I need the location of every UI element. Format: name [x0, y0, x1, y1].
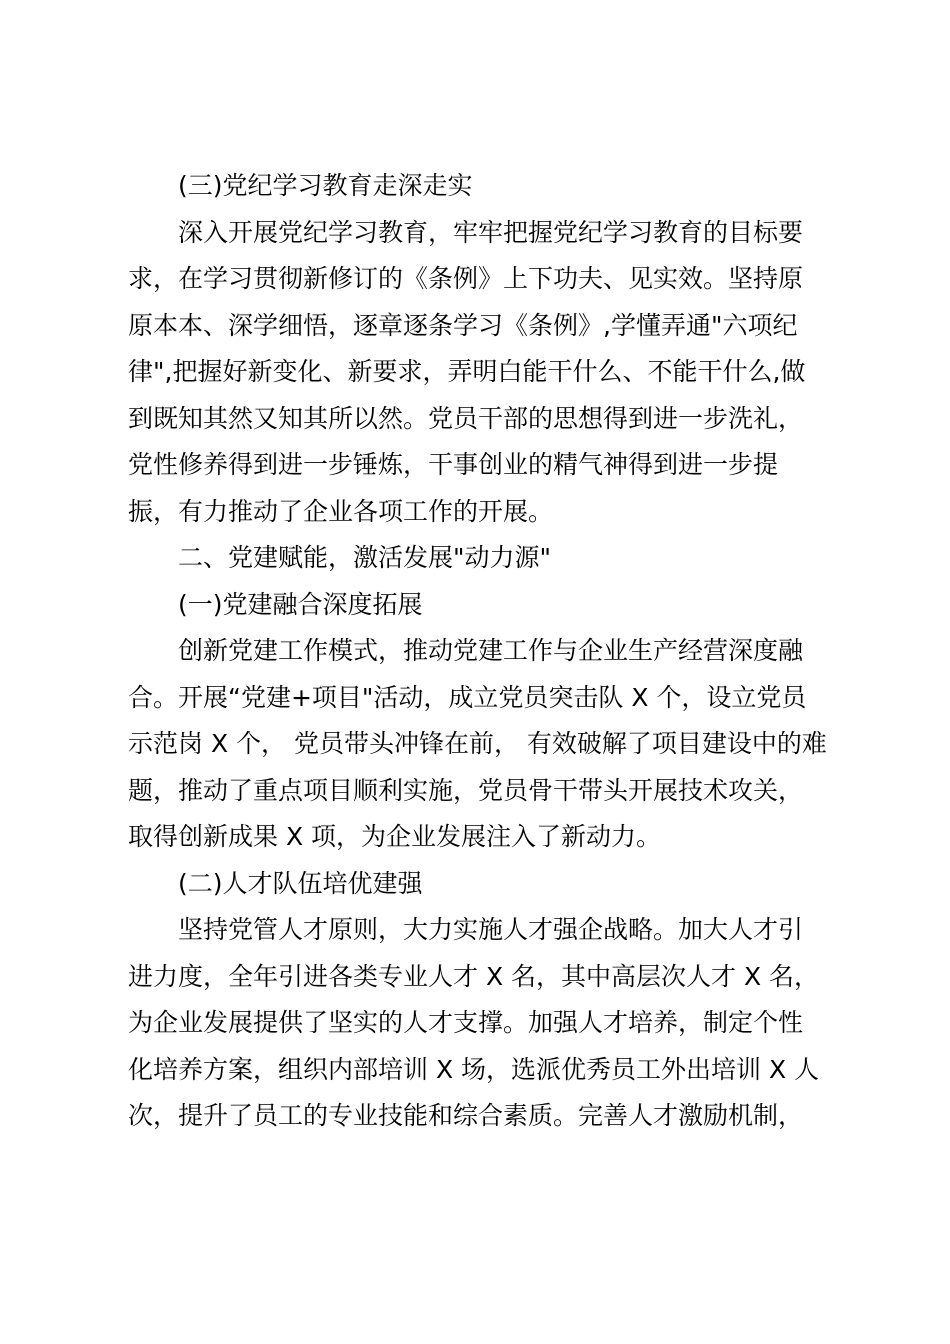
paragraph-line: 次，提升了员工的专业技能和综合素质。完善人才激励机制， [128, 1101, 804, 1130]
paragraph-party-integration [128, 628, 828, 861]
paragraph-line: 求，在学习贯彻新修订的《条例》上下功夫、见实效。坚持原 [128, 264, 804, 293]
paragraph-talent-team [128, 907, 828, 1140]
paragraph-line: 党性修养得到进一步锤炼，干事创业的精气神得到进一步提 [128, 450, 779, 479]
subsection-heading-3: (三)党纪学习教育走深走实 [178, 171, 473, 200]
paragraph-line: 示范岗 X 个， 党员带头冲锋在前， 有效破解了项目建设中的难 [128, 729, 827, 758]
paragraph-line: 取得创新成果 X 项，为企业发展注入了新动力。 [128, 822, 662, 851]
paragraph-line: 合。开展“党建+项目"活动，成立党员突击队 X 个，设立党员 [128, 682, 807, 712]
document-body [128, 163, 828, 1140]
subsection-heading-2-2: (二)人才队伍培优建强 [178, 868, 423, 898]
paragraph-line: 坚持党管人才原则，大力实施人才强企战略。加大人才引 [178, 915, 804, 944]
paragraph-line: 振，有力推动了企业各项工作的开展。 [128, 496, 554, 526]
paragraph-line: 原本本、深学细悟，逐章逐条学习《条例》,学懂弄通"六项纪 [128, 310, 798, 340]
paragraph-line: 律",把握好新变化、新要求，弄明白能干什么、不能干什么,做 [128, 357, 806, 386]
paragraph-line: 进力度，全年引进各类专业人才 X 名，其中高层次人才 X 名， [128, 961, 820, 991]
paragraph-party-discipline [128, 210, 828, 536]
paragraph-line: 到既知其然又知其所以然。党员干部的思想得到进一步洗礼， [128, 403, 804, 433]
subsection-heading-2-1: (一)党建融合深度拓展 [178, 589, 423, 619]
paragraph-line: 创新党建工作模式，推动党建工作与企业生产经营深度融 [178, 636, 804, 665]
paragraph-line: 深入开展党纪学习教育，牢牢把握党纪学习教育的目标要 [178, 217, 804, 247]
section-title-2: 二、党建赋能，激活发展"动力源" [178, 543, 551, 572]
paragraph-line: 为企业发展提供了坚实的人才支撑。加强人才培养，制定个性 [128, 1008, 804, 1037]
paragraph-line: 题，推动了重点项目顺利实施，党员骨干带头开展技术攻关， [128, 775, 804, 805]
paragraph-line: 化培养方案，组织内部培训 X 场，选派优秀员工外出培训 X 人 [128, 1054, 820, 1084]
